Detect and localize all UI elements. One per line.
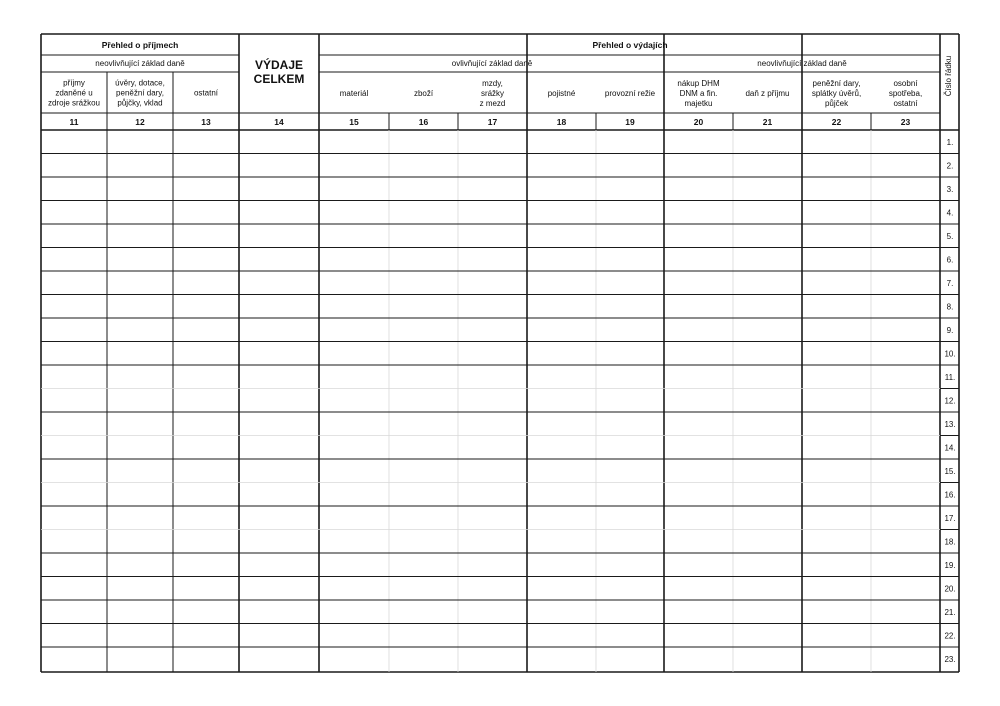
row-number: 21.	[944, 607, 956, 617]
row-number: 13.	[944, 419, 956, 429]
column-header-line: spotřeba,	[888, 89, 923, 98]
row-number: 6.	[946, 255, 954, 265]
column-header-line: majetku	[684, 99, 713, 108]
table-grid	[41, 34, 959, 672]
row-number: 22.	[944, 631, 956, 641]
column-header-line: nákup DHM	[677, 79, 720, 88]
row-number: 5.	[946, 231, 954, 241]
column-header-line: splátky úvěrů,	[811, 89, 862, 98]
expense-not-affecting-subheader: neovlivňující základ daně	[757, 59, 847, 68]
column-number: 11	[69, 117, 79, 127]
column-number: 20	[693, 117, 704, 127]
column-number: 21	[762, 117, 773, 127]
column-header-line: z mezd	[479, 99, 506, 108]
column-header-line: zdaněné u	[55, 88, 93, 98]
column-number: 22	[831, 117, 842, 127]
column-header-line: půjček	[824, 99, 849, 108]
column-number: 12	[135, 117, 145, 127]
column-header-line: DNM a fin.	[679, 89, 718, 98]
column-number: 19	[625, 117, 635, 127]
income-group-title: Přehled o příjmech	[101, 40, 179, 50]
column-header-line: osobní	[893, 79, 918, 88]
column-header-line: peněžní dary,	[116, 88, 164, 98]
column-number: 17	[487, 117, 498, 127]
column-header-line: srážky	[480, 89, 505, 98]
column-header-line: ostatní	[893, 99, 918, 108]
column-header-line: ostatní	[193, 88, 219, 98]
column-header-line: daň z příjmu	[745, 89, 790, 98]
column-number: 15	[349, 117, 359, 127]
expense-group-title: Přehled o výdajích	[592, 40, 668, 50]
column-header-line: provozní režie	[604, 89, 656, 98]
row-number: 14.	[944, 443, 956, 453]
row-number: 18.	[944, 537, 956, 547]
total-column-title-line: CELKEM	[253, 72, 305, 86]
column-header-line: zdroje srážkou	[47, 98, 101, 108]
column-numbers	[70, 117, 911, 127]
row-number: 7.	[946, 278, 954, 288]
row-number: 19.	[944, 560, 956, 570]
row-number: 8.	[946, 302, 954, 312]
column-number: 13	[201, 117, 211, 127]
column-header-line: příjmy	[63, 78, 85, 88]
row-number: 9.	[946, 325, 954, 335]
row-number: 16.	[944, 490, 956, 500]
column-header-line: peněžní dary,	[812, 79, 861, 88]
row-number: 4.	[946, 208, 954, 218]
row-number: 20.	[944, 584, 956, 594]
total-column-title-line: VÝDAJE	[254, 58, 304, 72]
row-number: 15.	[944, 466, 956, 476]
row-number-column-label: Číslo řádku	[944, 55, 953, 97]
expense-affecting-subheader: ovlivňující základ daně	[451, 59, 533, 68]
row-number: 17.	[944, 513, 956, 523]
row-number: 10.	[944, 349, 956, 359]
column-header-line: úvěry, dotace,	[115, 78, 165, 88]
row-numbers	[944, 138, 955, 664]
column-header-line: pojistné	[547, 89, 576, 98]
income-subheader: neovlivňující základ daně	[95, 59, 185, 68]
column-header-line: půjčky, vklad	[117, 98, 163, 108]
column-header-line: zboží	[413, 89, 434, 98]
row-number: 1.	[946, 137, 954, 147]
row-number: 2.	[946, 161, 954, 171]
column-header-line: materiál	[339, 89, 369, 98]
row-number: 3.	[946, 184, 954, 194]
column-number: 16	[418, 117, 429, 127]
row-number: 11.	[944, 372, 956, 382]
column-number: 23	[900, 117, 911, 127]
row-number: 12.	[944, 396, 956, 406]
column-number: 18	[556, 117, 567, 127]
column-header-line: mzdy,	[482, 79, 503, 88]
column-number: 14	[274, 117, 284, 127]
row-number: 23.	[944, 654, 956, 664]
